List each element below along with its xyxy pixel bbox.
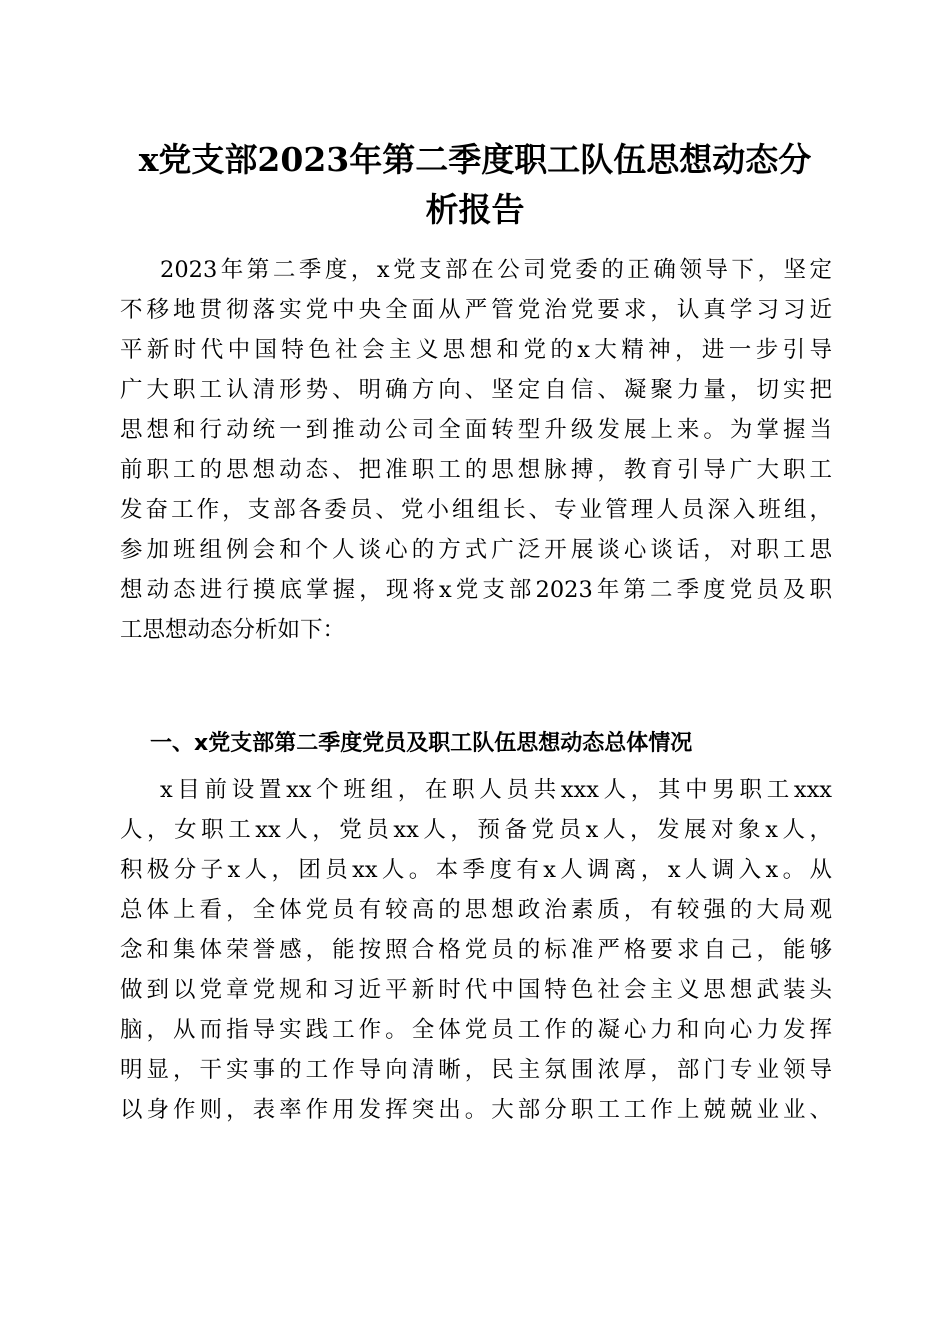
section-heading: 一、x党支部第二季度党员及职工队伍思想动态总体情况 [150,731,693,756]
paragraph-line: 脑，从而指导实践工作。全体党员工作的凝心力和向心力发挥 [120,1017,832,1043]
paragraph-line: 2023年第二季度，x党支部在公司党委的正确领导下，坚定 [160,257,832,283]
paragraph-line: 参加班组例会和个人谈心的方式广泛开展谈心谈话，对职工思 [120,537,832,563]
paragraph-line: 思想和行动统一到推动公司全面转型升级发展上来。为掌握当 [120,417,832,443]
paragraph-line: 平新时代中国特色社会主义思想和党的x大精神，进一步引导 [120,337,832,363]
paragraph-line: 工思想动态分析如下： [120,617,346,643]
paragraph-line: 总体上看，全体党员有较高的思想政治素质，有较强的大局观 [120,897,832,923]
paragraph-line: 不移地贯彻落实党中央全面从严管党治党要求，认真学习习近 [120,297,832,323]
paragraph-line: 发奋工作，支部各委员、党小组组长、专业管理人员深入班组， [120,497,832,523]
paragraph-line: 明显，干实事的工作导向清晰，民主氛围浓厚，部门专业领导 [120,1057,832,1083]
title-line-1: x党支部2023年第二季度职工队伍思想动态分 [138,140,812,179]
title-line-2: 析报告 [425,190,525,229]
paragraph-line: 前职工的思想动态、把准职工的思想脉搏，教育引导广大职工 [120,457,832,483]
document-title [110,135,840,235]
paragraph-line: x目前设置xx个班组，在职人员共xxx人，其中男职工xxx [160,777,832,803]
paragraph-line: 想动态进行摸底掌握，现将x党支部2023年第二季度党员及职 [120,577,832,603]
paragraph-line: 人，女职工xx人，党员xx人，预备党员x人，发展对象x人， [120,817,832,843]
paragraph-line: 积极分子x人，团员xx人。本季度有x人调离，x人调入x。从 [120,857,832,883]
paragraph-line: 做到以党章党规和习近平新时代中国特色社会主义思想武装头 [120,977,832,1003]
paragraph-line: 以身作则，表率作用发挥突出。大部分职工工作上兢兢业业、 [120,1097,832,1123]
paragraph-line: 念和集体荣誉感，能按照合格党员的标准严格要求自己，能够 [120,937,832,963]
paragraph-line: 广大职工认清形势、明确方向、坚定自信、凝聚力量，切实把 [120,377,832,403]
